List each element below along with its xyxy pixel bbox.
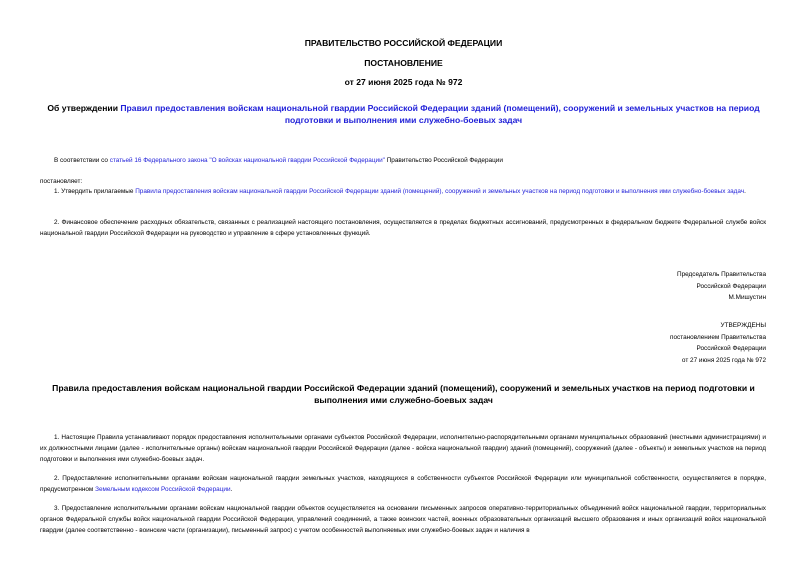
item-1-suffix: . xyxy=(744,188,746,195)
item-1-prefix: 1. Утвердить прилагаемые xyxy=(54,188,136,195)
title-link[interactable]: Правил предоставления войскам национальной гвардии Российской Федерации зданий (помещений), сооружений и земельных участков на период подготовки и выполнения ими служебно-боевых задач xyxy=(120,103,760,125)
resolves-text: постановляет: xyxy=(40,178,83,185)
approval-line-2: постановлением Правительства xyxy=(670,333,766,341)
preamble-prefix: В соответствии со xyxy=(54,157,110,164)
preamble xyxy=(40,155,766,166)
title-prefix: Об утверждении xyxy=(47,103,121,113)
signature-block xyxy=(677,269,766,304)
item-2: 2. Финансовое обеспечение расходных обязательств, связанных с реализацией настоящего постановления, осуществляется в пределах бюджетных ассигнований, предусмотренных в федеральном бюджете Федеральной службе войск национальной гвардии Российской Федерации на руководство и управление в сфере установленных функций. xyxy=(40,219,766,237)
rules-paragraph-1: 1. Настоящие Правила устанавливают порядок предоставления исполнительными органами субъектов Российской Федерации, исполнительно-распорядительными органами муниципальных образований (местными администрациями) и их должностными лицами (далее - исполнительные органы) войскам национальной гвардии Российской Федерации (далее - войска национальной гвардии) зданий (помещений), сооружений (далее - объекты) и земельных участков на период подготовки и выполнения ими служебно-боевых задач. xyxy=(40,434,766,463)
authority-heading: ПРАВИТЕЛЬСТВО РОССИЙСКОЙ ФЕДЕРАЦИИ xyxy=(304,38,503,48)
signature-line-1: Председатель Правительства xyxy=(677,271,766,278)
preamble-suffix: Правительство Российской Федерации xyxy=(384,157,503,164)
date-number: от 27 июня 2025 года № 972 xyxy=(344,77,463,87)
signature-name: М.Мишустин xyxy=(728,294,766,301)
rules-p2-prefix: 2. Предоставление исполнительными органами войскам национальной гвардии земельных участков, находящихся в собственности субъектов Российской Федерации или муниципальной собственности, осуществляется в порядке, предусмотренном xyxy=(40,475,766,493)
approval-block xyxy=(670,320,766,366)
rules-link[interactable]: Правила предоставления войскам национальной гвардии Российской Федерации зданий (помещений), сооружений и земельных участков на период подготовки и выполнения ими служебно-боевых задач xyxy=(135,188,745,195)
approval-line-3: Российской Федерации xyxy=(696,345,766,352)
item-1 xyxy=(40,186,766,197)
approval-line-4: от 27 июня 2025 года № 972 xyxy=(681,356,766,364)
rules-p2-suffix: . xyxy=(230,486,233,493)
document-title xyxy=(30,102,777,126)
rules-title: Правила предоставления войскам национальной гвардии Российской Федерации зданий (помещений), сооружений и земельных участков на период подготовки и выполнения ими служебно-боевых задач xyxy=(52,383,755,405)
approval-line-1: УТВЕРЖДЕНЫ xyxy=(720,322,766,329)
doc-type-heading: ПОСТАНОВЛЕНИЕ xyxy=(364,58,443,68)
signature-line-2: Российской Федерации xyxy=(696,282,766,290)
rules-paragraph-2 xyxy=(40,473,766,495)
law-article-link[interactable]: статьей 16 Федерального закона "О войсках национальной гвардии Российской Федерации" xyxy=(109,157,385,164)
land-code-link[interactable]: Земельным кодексом Российской Федерации xyxy=(95,486,231,493)
rules-paragraph-3: 3. Предоставление исполнительными органами войскам национальной гвардии объектов осуществляется на основании письменных запросов оперативно-территориальных объединений войск национальной гвардии, территориальных органов Федеральной службы войск национальной гвардии Российской Федерации, управлений соединений, а также воинских частей, военных образовательных организаций высшего образования и иных организаций войск национальной гвардии (далее соответственно - воинские части (организации), письменный запрос) с учетом особенностей выполняемых ими служебно-боевых задач и наличия в xyxy=(40,505,766,534)
